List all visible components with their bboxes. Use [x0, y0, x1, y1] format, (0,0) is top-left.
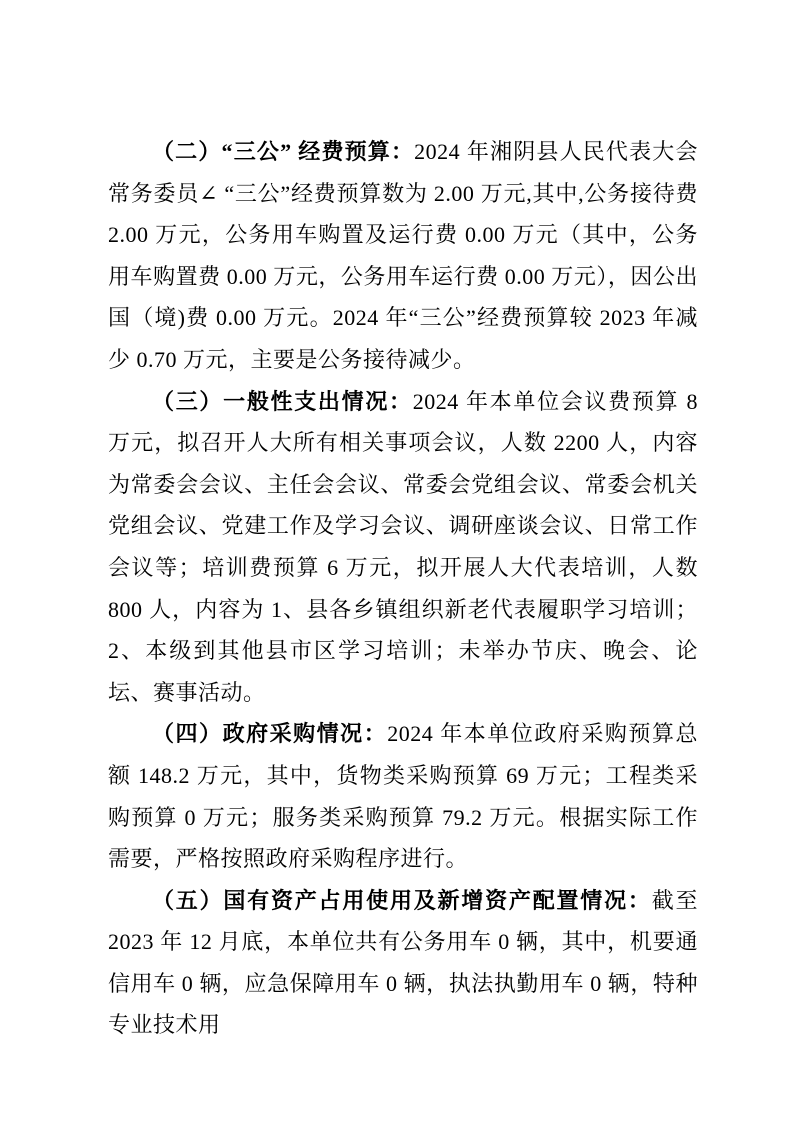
section-heading: （四）政府采购情况：	[152, 721, 388, 747]
section-heading: （五）国有资产占用使用及新增资产配置情况：	[152, 887, 652, 913]
section-text: 2024 年本单位政府采购预算总额 148.2 万元，其中，货物类采购预算 69 万元；工程类采购预算 0 万元；服务类采购预算 79.2 万元。根据实际工作需要，严格按照政府采购程序进行。	[108, 721, 698, 872]
section-three-public-funds-budget	[108, 131, 698, 381]
document-body	[108, 131, 698, 1046]
section-text: 2024 年本单位会议费预算 8 万元，拟召开人大所有相关事项会议，人数 2200 人，内容为常委会会议、主任会会议、常委会党组会议、常委会机关党组会议、党建工作及学习会议、调研座谈会议、日常工作会议等；培训费预算 6 万元，拟开展人大代表培训，人数 800 人，内容为 1、县各乡镇组织新老代表履职学习培训；2、本级到其他县市区学习培训；未举办节庆、晚会、论坛、赛事活动。	[108, 388, 698, 705]
section-text: 截至 2023 年 12 月底，本单位共有公务用车 0 辆，其中，机要通信用车 0 辆，应急保障用车 0 辆，执法执勤用车 0 辆，特种专业技术用	[108, 887, 698, 1038]
section-government-procurement	[108, 713, 698, 879]
section-heading: （三）一般性支出情况：	[152, 388, 413, 414]
section-heading: （二）“三公” 经费预算：	[152, 139, 415, 164]
section-general-expenditure	[108, 381, 698, 714]
section-text: 2024 年湘阴县人民代表大会常务委员∠ “三公”经费预算数为 2.00 万元,其中,公务接待费 2.00 万元，公务用车购置及运行费 0.00 万元（其中，公务用车购置费 0.00 万元，公务用车运行费 0.00 万元），因公出国（境)费 0.00 万元。2024 年“三公”经费预算较 2023 年减少 0.70 万元，主要是公务接待减少。	[108, 139, 698, 372]
section-state-assets	[108, 880, 698, 1046]
